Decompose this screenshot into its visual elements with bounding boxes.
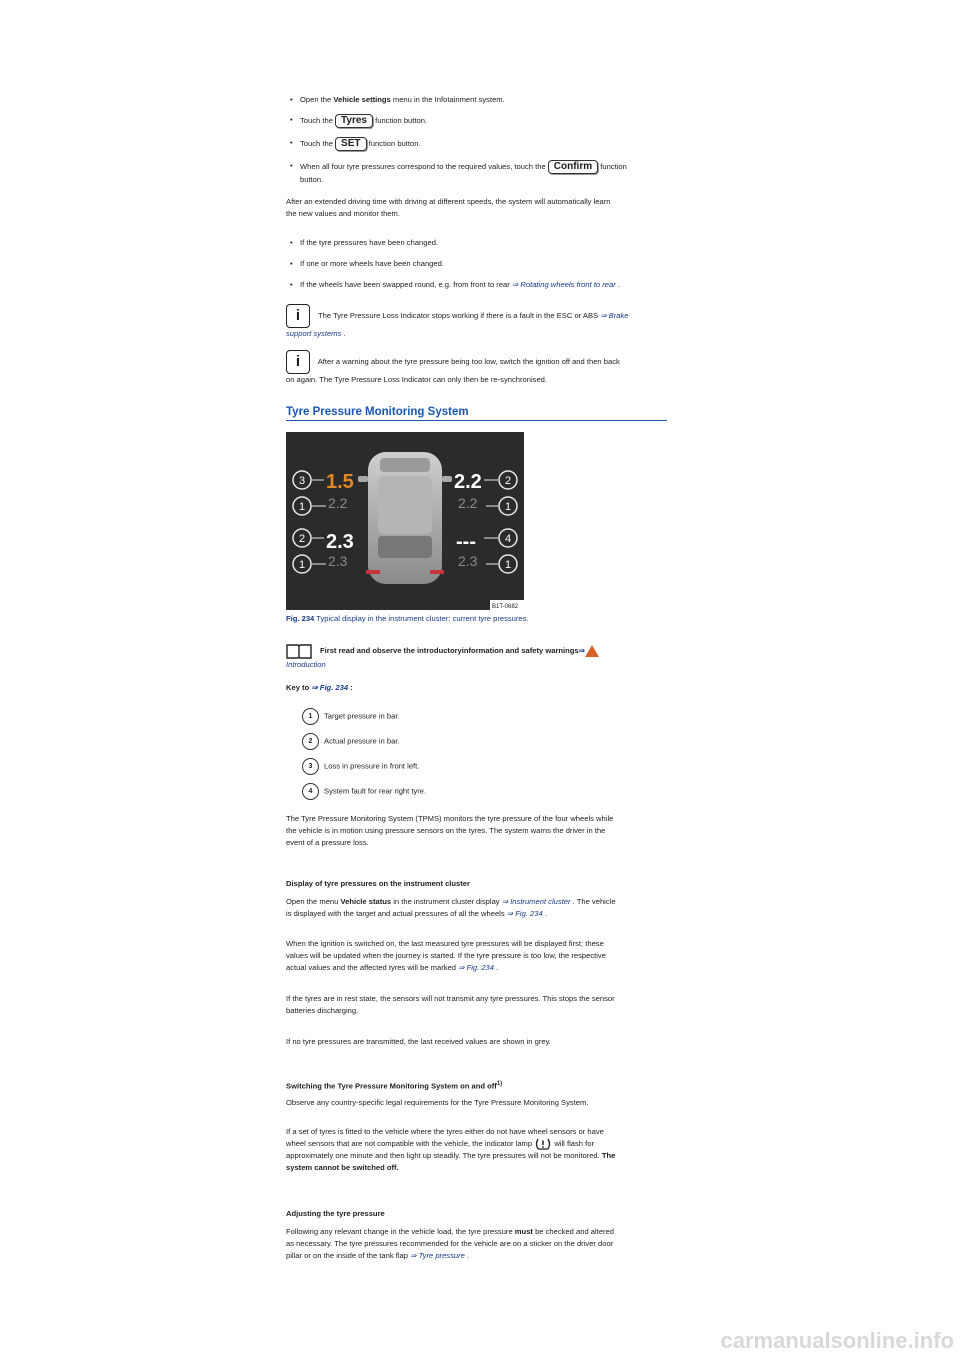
mirror-right bbox=[442, 476, 452, 482]
para-display-3: If the tyres are in rest state, the sensors will not transmit any tyre pressures. This stops the sensor batteries discharging. bbox=[286, 994, 615, 1015]
tyre-pressure-warning-icon bbox=[534, 1138, 552, 1150]
para-adjust: Following any relevant change in the vehicle load, the tyre pressure must be checked and altered as necessary. The tyre pressures recommended for the vehicle are on a sticker on the driver door pillar or on the inside of the tank flap ⇒ Tyre pressure . bbox=[286, 1227, 615, 1260]
brake-link-cont[interactable]: support systems bbox=[286, 329, 342, 338]
fr-target: 2.2 bbox=[458, 495, 478, 511]
rotating-wheels-link[interactable]: ⇒ Rotating wheels front to rear bbox=[511, 280, 616, 289]
taillight-right bbox=[430, 570, 444, 574]
fl-actual: 1.5 bbox=[326, 471, 354, 493]
confirm-key: Confirm bbox=[548, 160, 598, 174]
callout-rl-target: 1 bbox=[298, 559, 306, 571]
condition-3: • If the wheels have been swapped round, e.g. from front to rear ⇒ Rotating wheels front to rear . bbox=[286, 279, 670, 291]
watermark: carmanualsonline.info bbox=[720, 1328, 954, 1353]
heading-switch: Switching the Tyre Pressure Monitoring System on and off$^{1)}$ bbox=[286, 1081, 503, 1091]
callout-fl-actual: 3 bbox=[298, 475, 306, 487]
para-display-4: If no tyre pressures are transmitted, the last received values are shown in grey. bbox=[286, 1037, 551, 1046]
key-item-3: 3 Loss in pressure in front left. bbox=[302, 758, 419, 775]
set-key: SET bbox=[335, 137, 366, 151]
step-4: • When all four tyre pressures correspond to the required values, touch the Confirm function button. bbox=[286, 160, 670, 186]
instrument-cluster-graphic bbox=[286, 432, 524, 610]
para-display-1: Open the menu Vehicle status in the instrument cluster display ⇒ Instrument cluster . The vehicle is displayed with the target and actual pressures of all the wheels ⇒ Fig. 234 . bbox=[286, 897, 616, 918]
info-icon: i bbox=[286, 304, 310, 328]
fl-target: 2.2 bbox=[328, 495, 348, 511]
callout-fr-target: 1 bbox=[504, 501, 512, 513]
read-first-note: First read and observe the introductoryinformation and safety warnings⇒ Introduction bbox=[286, 643, 670, 671]
note-2: i After a warning about the tyre pressure being too low, switch the ignition off and then back on again. The Tyre Pressure Loss Indicator can only then be re-synchronised. bbox=[286, 350, 670, 386]
rr-actual: --- bbox=[456, 531, 476, 553]
rr-target: 2.3 bbox=[458, 553, 478, 569]
condition-1: • If the tyre pressures have been changed. bbox=[286, 237, 670, 249]
para-learn: After an extended driving time with driving at different speeds, the system will automatically learn the new values and monitor them. bbox=[286, 197, 611, 218]
rl-target: 2.3 bbox=[328, 553, 348, 569]
heading-adjust: Adjusting the tyre pressure bbox=[286, 1209, 385, 1218]
note-1: i The Tyre Pressure Loss Indicator stops working if there is a fault in the ESC or ABS ⇒ Brake support systems . bbox=[286, 304, 670, 340]
para-display-2: When the ignition is switched on, the last measured tyre pressures will be displayed first; these values will be updated when the journey is started. If the tyre pressure is too low, the respective actual values and the affected tyres will be marked ⇒ Fig. 234 . bbox=[286, 939, 606, 972]
para-switch-1: Observe any country-specific legal requirements for the Tyre Pressure Monitoring System. bbox=[286, 1098, 589, 1107]
heading-display: Display of tyre pressures on the instrument cluster bbox=[286, 879, 470, 888]
para-switch-2: If a set of tyres is fitted to the vehicle where the tyres either do not have wheel sensors or have wheel sensors that are not compatible with the vehicle, the indicator lamp will flash for approximately one minute and then light up steadily. The tyre pressures will not be monitored. The system cannot be switched off. bbox=[286, 1127, 616, 1172]
fr-actual: 2.2 bbox=[454, 471, 482, 493]
section-title: Tyre Pressure Monitoring System bbox=[286, 406, 667, 421]
condition-2: • If one or more wheels have been changed. bbox=[286, 258, 670, 270]
para-tpms: The Tyre Pressure Monitoring System (TPMS) monitors the tyre pressure of the four wheels while the vehicle is in motion using pressure sensors on the tyres. The system warns the driver in the event of a pressure loss. bbox=[286, 814, 614, 847]
info-icon: i bbox=[286, 350, 310, 374]
rl-actual: 2.3 bbox=[326, 531, 354, 553]
fig-234-link[interactable]: ⇒ Fig. 234 bbox=[458, 963, 495, 972]
instrument-cluster-link[interactable]: ⇒ Instrument cluster bbox=[501, 897, 571, 906]
taillight-left bbox=[366, 570, 380, 574]
callout-rr-target: 1 bbox=[504, 559, 512, 571]
step-1: • Open the Vehicle settings menu in the Infotainment system. bbox=[286, 94, 670, 106]
callout-fl-target: 1 bbox=[298, 501, 306, 513]
figure-tpms bbox=[286, 432, 524, 610]
callout-fr-actual: 2 bbox=[504, 475, 512, 487]
fig-234-link[interactable]: ⇒ Fig. 234 bbox=[506, 909, 543, 918]
callout-rr-actual: 4 bbox=[504, 533, 512, 545]
figure-code: B1T-0682 bbox=[492, 604, 519, 610]
key-item-4: 4 System fault for rear right tyre. bbox=[302, 783, 426, 800]
book-icon bbox=[286, 643, 312, 659]
introduction-link[interactable]: Introduction bbox=[286, 660, 326, 669]
key-to: Key to ⇒ Fig. 234 : bbox=[286, 683, 353, 692]
warning-icon bbox=[585, 645, 599, 657]
figure-caption: Fig. 234 Typical display in the instrument cluster: current tyre pressures. bbox=[286, 614, 529, 623]
key-item-1: 1 Target pressure in bar. bbox=[302, 708, 400, 725]
brake-link[interactable]: ⇒ Brake bbox=[600, 311, 629, 320]
car-windscreen bbox=[380, 458, 430, 472]
callout-rl-actual: 2 bbox=[298, 533, 306, 545]
tyres-key: Tyres bbox=[335, 114, 373, 128]
step-3: • Touch the SET function button. bbox=[286, 137, 670, 151]
step-2: • Touch the Tyres function button. bbox=[286, 114, 670, 128]
car-rear-window bbox=[378, 536, 432, 558]
key-item-2: 2 Actual pressure in bar. bbox=[302, 733, 400, 750]
fig-234-link[interactable]: ⇒ Fig. 234 bbox=[311, 683, 349, 692]
car-roof bbox=[378, 476, 432, 534]
tyre-pressure-link[interactable]: ⇒ Tyre pressure bbox=[410, 1251, 465, 1260]
mirror-left bbox=[358, 476, 368, 482]
